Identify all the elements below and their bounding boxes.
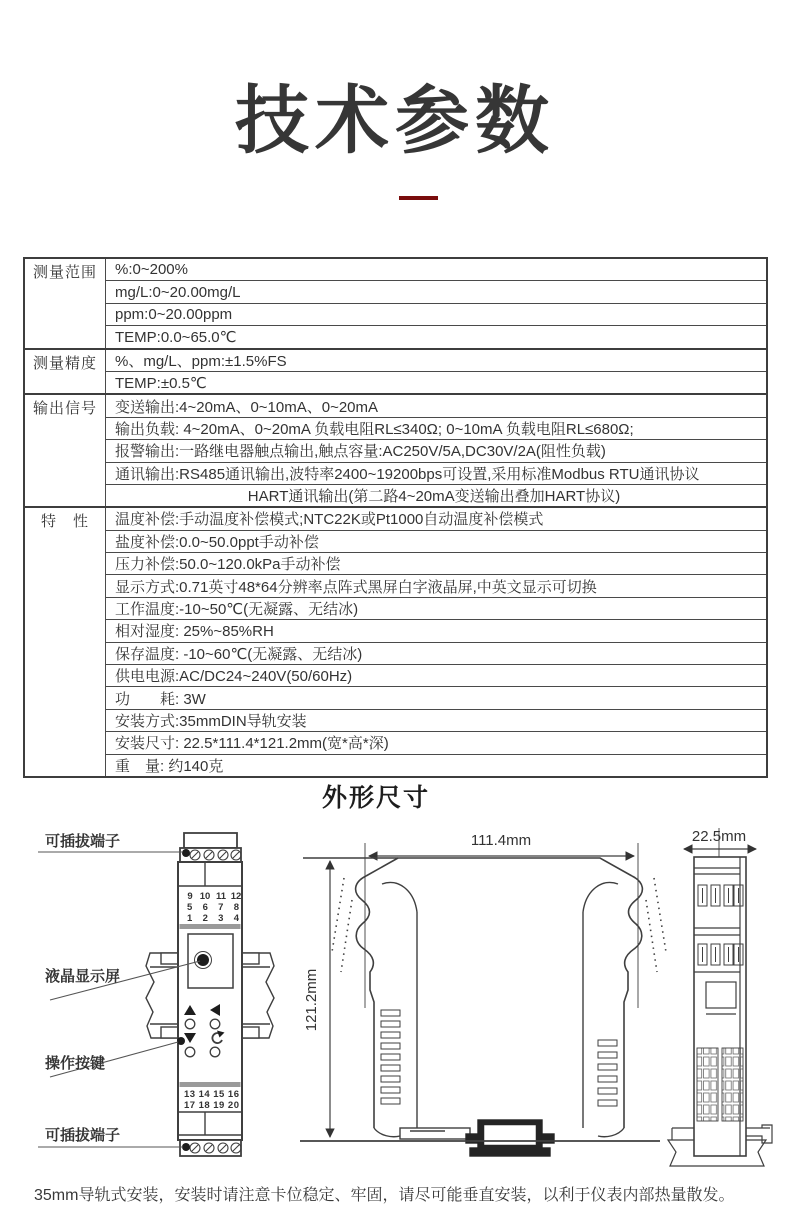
callouts <box>38 852 200 1147</box>
spec-row: 保存温度: -10~60℃(无凝露、无结冰) <box>106 642 768 664</box>
spec-row: 相对湿度: 25%~85%RH <box>106 620 768 642</box>
svg-text:5 6 7 8: 5 6 7 8 <box>187 902 239 913</box>
callout-top-terminal-label: 可插拔端子 <box>45 833 121 850</box>
din-clip <box>466 1120 554 1156</box>
callout-bottom-terminal-label: 可插拔端子 <box>45 1127 121 1144</box>
callout-dot-top-terminal <box>182 849 190 857</box>
spec-row: 通讯输出:RS485通讯输出,波特率2400~19200bps可设置,采用标准Modbus RTU通讯协议 <box>106 462 768 484</box>
callout-buttons-label: 操作按键 <box>45 1055 106 1072</box>
spec-row: 变送输出:4~20mA、0~10mA、0~20mA <box>106 394 768 417</box>
vent-slots-right <box>598 1040 617 1106</box>
spec-row: 重 量: 约140克 <box>106 754 768 777</box>
spec-row: 供电电源:AC/DC24~240V(50/60Hz) <box>106 665 768 687</box>
installation-note: 35mm导轨式安装，安装时请注意卡位稳定、牢固，请尽可能垂直安装，以利于仪表内部热量散发。 <box>34 1187 735 1204</box>
dim-height-label: 121.2mm <box>303 968 320 1032</box>
spec-row: 功 耗: 3W <box>106 687 768 709</box>
spec-row: 显示方式:0.71英寸48*64分辨率点阵式黑屏白字液晶屏,中英文显示可切换 <box>106 575 768 597</box>
spec-row: 安装尺寸: 22.5*111.4*121.2mm(宽*高*深) <box>106 732 768 754</box>
svg-text:13 14 15 16: 13 14 15 16 <box>184 1089 239 1100</box>
callout-lcd-label: 液晶显示屏 <box>45 968 121 985</box>
title-accent-line <box>399 196 438 200</box>
spec-group-label: 输出信号 <box>24 394 106 507</box>
spec-row: 盐度补偿:0.0~50.0ppt手动补偿 <box>106 530 768 552</box>
spec-row: 压力补偿:50.0~120.0kPa手动补偿 <box>106 553 768 575</box>
svg-text:11: 11 <box>215 891 227 902</box>
terminal-numbers-bottom <box>184 1089 239 1111</box>
spec-row: TEMP:0.0~65.0℃ <box>106 326 768 349</box>
spec-row: 报警输出:一路继电器触点输出,触点容量:AC250V/5A,DC30V/2A(阻性负载) <box>106 440 768 462</box>
dim-width-label: 111.4mm <box>470 832 532 849</box>
svg-text:10: 10 <box>199 891 211 902</box>
spec-group-label: 特 性 <box>24 507 106 777</box>
svg-text:17 18 19 20: 17 18 19 20 <box>184 1100 239 1111</box>
end-view-drawing <box>668 828 772 1166</box>
spec-row: %:0~200% <box>106 258 768 281</box>
spec-row: 输出负载: 4~20mA、0~20mA 负载电阻RL≤340Ω; 0~10mA 负载电阻RL≤680Ω; <box>106 417 768 439</box>
vent-slots-left <box>381 1010 400 1104</box>
dim-depth-label: 22.5mm <box>691 828 747 845</box>
spec-group-label: 测量范围 <box>24 258 106 349</box>
svg-text:9: 9 <box>187 891 193 902</box>
callout-dot-buttons <box>177 1037 185 1045</box>
svg-text:12: 12 <box>230 891 242 902</box>
outline-dimensions-heading: 外形尺寸 <box>321 784 430 812</box>
spec-row: 工作温度:-10~50℃(无凝露、无结冰) <box>106 597 768 619</box>
spec-row: TEMP:±0.5℃ <box>106 371 768 394</box>
spec-row: 安装方式:35mmDIN导轨安装 <box>106 709 768 731</box>
svg-text:1 2 3 4: 1 2 3 4 <box>187 913 239 924</box>
spec-group-label: 测量精度 <box>24 349 106 395</box>
spec-row: HART通讯输出(第二路4~20mA变送输出叠加HART协议) <box>106 484 768 507</box>
callout-dot-bottom-terminal <box>182 1143 190 1151</box>
spec-row: %、mg/L、ppm:±1.5%FS <box>106 349 768 372</box>
callout-dot-lcd <box>197 954 209 966</box>
spec-row: ppm:0~20.00ppm <box>106 303 768 325</box>
spec-row: 温度补偿:手动温度补偿模式;NTC22K或Pt1000自动温度补偿模式 <box>106 507 768 530</box>
outline-drawing <box>0 812 790 1175</box>
side-view-drawing <box>300 843 666 1156</box>
spec-table <box>23 257 768 778</box>
page-title: 技术参数 <box>235 79 555 162</box>
spec-row: mg/L:0~20.00mg/L <box>106 281 768 303</box>
